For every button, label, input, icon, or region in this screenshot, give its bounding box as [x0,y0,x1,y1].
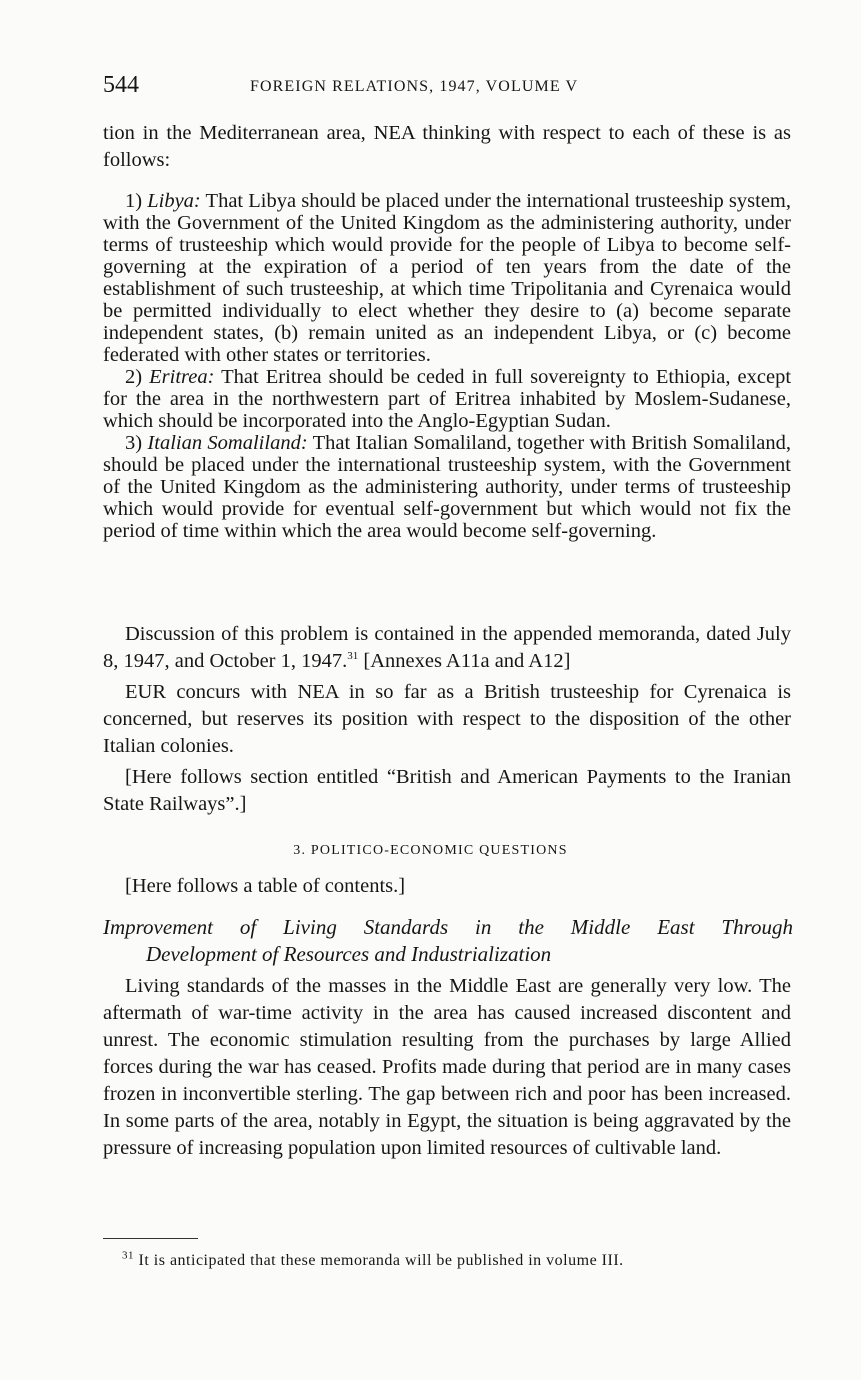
eur-paragraph: EUR concurs with NEA in so far as a British trusteeship for Cyrenaica is concerned, but reserves its position with respect to the disposition of the other Italian colonies. [103,681,791,757]
list-item-label: Italian Somaliland: [147,432,308,454]
list-item-text: That Libya should be placed under the international trusteeship system, with the Government of the United Kingdom as the administering authority, under terms of trusteeship which would provide for the people of Libya to become self-governing at the expiration of a period of ten years from the date of the establishment of such trusteeship, at which time Tripolitania and Cyrenaica would be permitted individually to elect whether they desire to (a) become separate independent states, (b) remain united as an independent Libya, or (c) become federated with other states or territories. [103,190,791,366]
annexes-text: [Annexes A11a and A12] [358,650,571,672]
footnote [122,1249,772,1270]
running-header [103,72,793,104]
list-item-number: 2) [125,366,143,388]
living-standards-block [103,973,791,1162]
list-item-somaliland [103,432,791,542]
list-item-label: Libya: [147,190,201,212]
living-standards-paragraph: Living standards of the masses in the Middle East are generally very low. The aftermath of war-time activity in the area has caused increased discontent and unrest. The economic stimulation resulting from the purchases by large Allied forces during the war has ceased. Profits made during that period are in many cases frozen in inconvertible sterling. The gap between rich and poor has been increased. In some parts of the area, notably in Egypt, the situation is being aggravated by the pressure of increasing population upon limited resources of cultivable land. [103,975,791,1159]
list-item-label: Eritrea: [149,366,215,388]
running-title: FOREIGN RELATIONS, 1947, VOLUME V [250,78,579,95]
numbered-list [103,190,791,542]
subheading-line-1: Improvement of Living Standards in the Middle East Through [103,915,793,939]
list-item-number: 3) [125,432,143,454]
subheading [103,914,793,968]
discussion-block [103,621,791,818]
toc-note-block [103,873,791,900]
list-item-eritrea [103,366,791,432]
footnote-rule [103,1238,198,1239]
railways-paragraph: [Here follows section entitled “British and American Payments to the Iranian State Railways”.] [103,766,791,815]
subheading-line-2: Development of Resources and Industrialization [146,942,552,966]
footnote-ref: 31 [347,650,359,663]
footnote-text: It is anticipated that these memoranda will be published in volume III. [134,1252,624,1269]
toc-note: [Here follows a table of contents.] [125,875,406,897]
list-item-number: 1) [125,190,143,212]
intro-text: tion in the Mediterranean area, NEA thinking with respect to each of these is as follows: [103,122,791,171]
section-heading: 3. POLITICO-ECONOMIC QUESTIONS [293,843,568,858]
discussion-paragraph [103,621,791,675]
page-number: 544 [103,72,139,98]
intro-paragraph [103,120,791,174]
list-item-libya [103,190,791,366]
list-item-text: That Eritrea should be ceded in full sovereignty to Ethiopia, except for the area in the northwestern part of Eritrea inhabited by Moslem-Sudanese, which should be incorporated into the Anglo-Egyptian Sudan. [103,366,792,432]
list-item-text: That Italian Somaliland, together with British Somaliland, should be placed under the international trusteeship system, with the Government of the United Kingdom as the administering authority, under terms of trusteeship which would provide for eventual self-government but which would not fix the period of time within which the area would become self-governing. [103,432,791,542]
discussion-text: Discussion of this problem is contained in the appended memoranda, dated July 8, 1947, and October 1, 1947. [103,623,791,672]
footnote-marker: 31 [122,1249,134,1262]
